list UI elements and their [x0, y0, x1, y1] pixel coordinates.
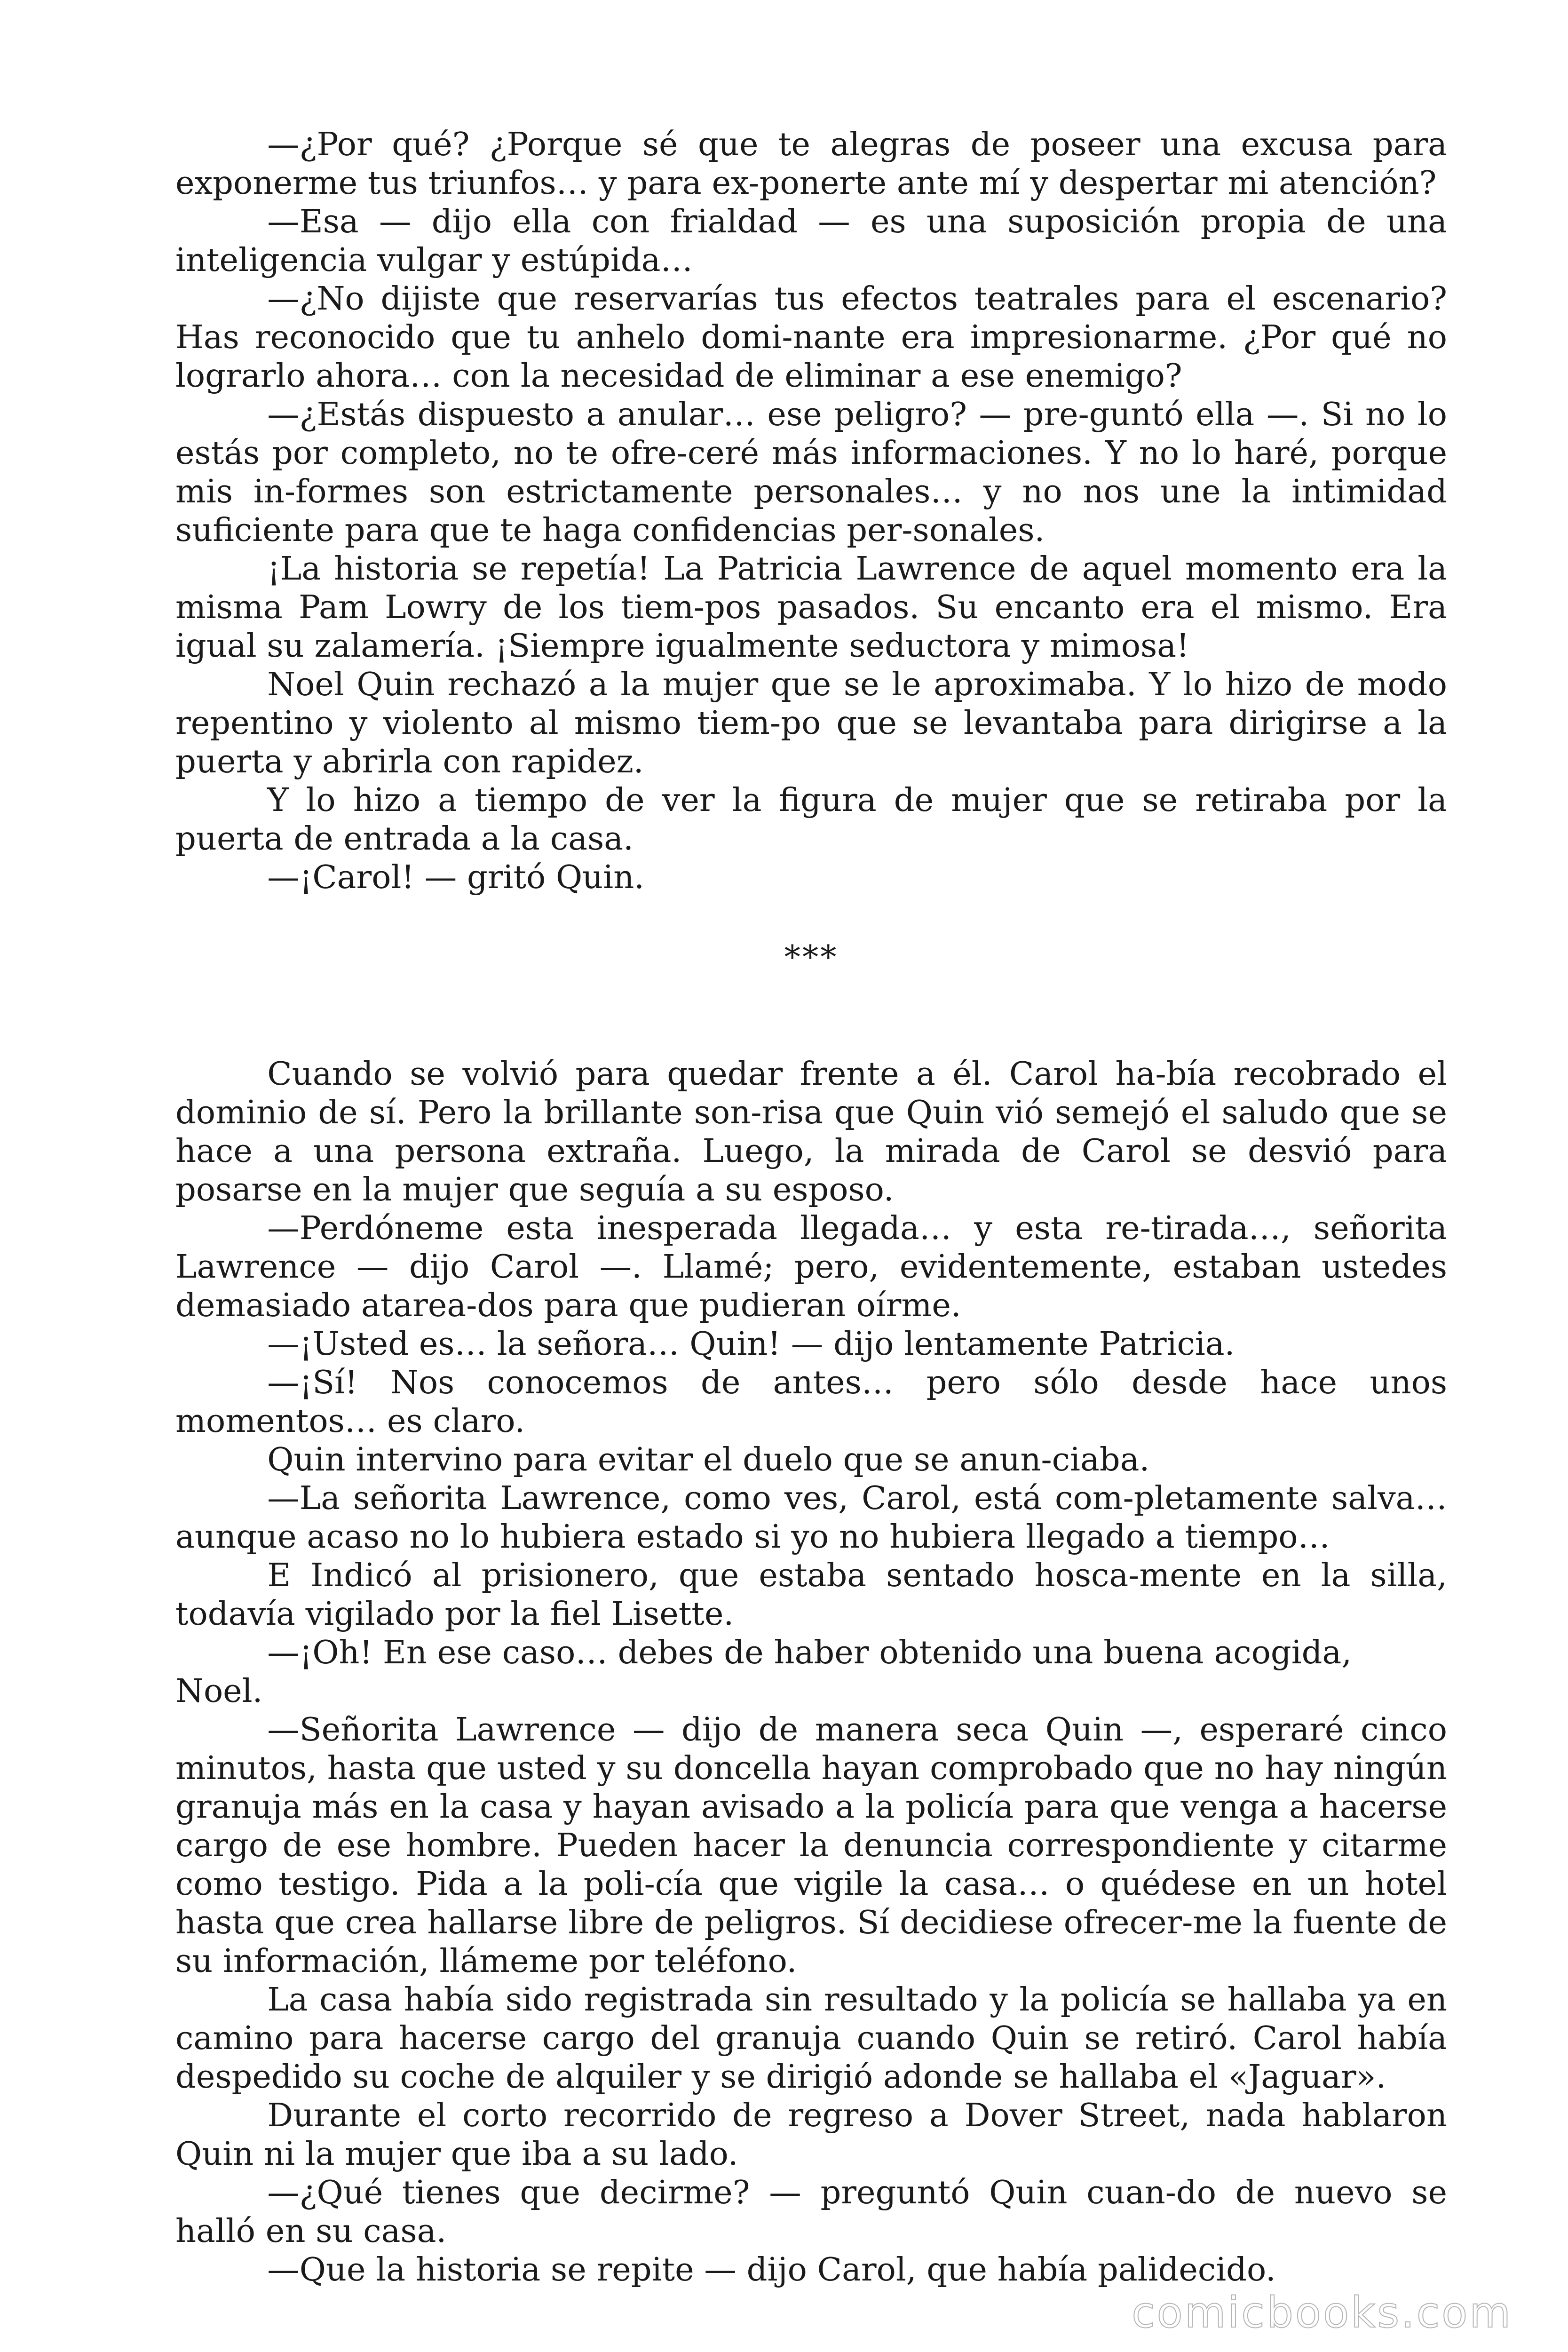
paragraph: —¡Carol! — gritó Quin.	[267, 858, 645, 896]
scene-separator: ***	[784, 938, 839, 976]
paragraph: Durante el corto recorrido de regreso a Dover Street, nada hablaron Quin ni la mujer que iba a su lado.	[175, 2097, 1447, 2173]
watermark: comicbooks.com	[1132, 2288, 1513, 2337]
paragraph: Noel Quin rechazó a la mujer que se le aproximaba. Y lo hizo de modo repentino y violento al mismo tiem-po que se levantaba para dirigirse a la puerta y abrirla con rapidez.	[175, 666, 1447, 780]
paragraph: —¡Sí! Nos conocemos de antes… pero sólo desde hace unos momentos… es claro.	[175, 1364, 1447, 1440]
paragraph: —¡Usted es… la señora… Quin! — dijo lentamente Patricia.	[267, 1325, 1235, 1363]
paragraph: Cuando se volvió para quedar frente a él. Carol ha-bía recobrado el dominio de sí. Pero la brillante son-risa que Quin vió semejó el saludo que se hace a una persona extraña. Luego, la mirada de Carol se desvió para posarse en la mujer que seguía a su esposo.	[175, 1055, 1447, 1208]
paragraph: ¡La historia se repetía! La Patricia Lawrence de aquel momento era la misma Pam Lowry de los tiem-pos pasados. Su encanto era el mismo. Era igual su zalamería. ¡Siempre igualmente seductora y mimosa!	[175, 550, 1447, 665]
paragraph: —Perdóneme esta inesperada llegada… y esta re-tirada…, señorita Lawrence — dijo Carol —. Llamé; pero, evidentemente, estaban ustedes demasiado atarea-dos para que pudieran oírme.	[175, 1209, 1447, 1324]
paragraph: —Esa — dijo ella con frialdad — es una suposición propia de una inteligencia vulgar y estúpida…	[175, 203, 1447, 279]
paragraph: —Señorita Lawrence — dijo de manera seca Quin —, esperaré cinco minutos, hasta que usted y su doncella hayan comprobado que no hay ningún granuja más en la casa y hayan avisado a la policía para que venga a hacerse cargo de ese hombre. Pueden hacer la denuncia correspondiente y citarme como testigo. Pida a la poli-cía que vigile la casa… o quédese en un hotel hasta que crea hallarse libre de peligros. Sí decidiese ofrecer-me la fuente de su información, llámeme por teléfono.	[175, 1711, 1447, 1980]
paragraph: —¿Qué tienes que decirme? — preguntó Quin cuan-do de nuevo se halló en su casa.	[175, 2174, 1447, 2250]
paragraph: —Que la historia se repite — dijo Carol, que había palidecido.	[267, 2251, 1276, 2288]
paragraph: —¿Por qué? ¿Porque sé que te alegras de poseer una excusa para exponerme tus triunfos… y para ex-ponerte ante mí y despertar mi atención?	[175, 126, 1447, 202]
paragraph: Y lo hizo a tiempo de ver la figura de mujer que se retiraba por la puerta de entrada a la casa.	[175, 781, 1447, 858]
paragraph: —¿No dijiste que reservarías tus efectos teatrales para el escenario? Has reconocido que tu anhelo domi-nante era impresionarme. ¿Por qué no lograrlo ahora… con la necesidad de eliminar a ese enemigo?	[175, 280, 1447, 395]
paragraph: —¡Oh! En ese caso… debes de haber obtenido una buena acogida, Noel.	[175, 1634, 1352, 1710]
paragraph: La casa había sido registrada sin resultado y la policía se hallaba ya en camino para hacerse cargo del granuja cuando Quin se retiró. Carol había despedido su coche de alquiler y se dirigió adonde se hallaba el «Jaguar».	[175, 1981, 1447, 2096]
paragraph: Quin intervino para evitar el duelo que se anun-ciaba.	[267, 1441, 1150, 1478]
paragraph: E Indicó al prisionero, que estaba sentado hosca-mente en la silla, todavía vigilado por la fiel Lisette.	[175, 1557, 1447, 1633]
book-page-text	[175, 125, 1447, 2289]
paragraph: —La señorita Lawrence, como ves, Carol, está com-pletamente salva… aunque acaso no lo hubiera estado si yo no hubiera llegado a tiempo…	[175, 1479, 1447, 1556]
paragraph: —¿Estás dispuesto a anular… ese peligro? — pre-guntó ella —. Si no lo estás por completo, no te ofre-ceré más informaciones. Y no lo haré, porque mis in-formes son estrictamente personales… y no nos une la intimidad suficiente para que te haga confidencias per-sonales.	[175, 396, 1447, 549]
